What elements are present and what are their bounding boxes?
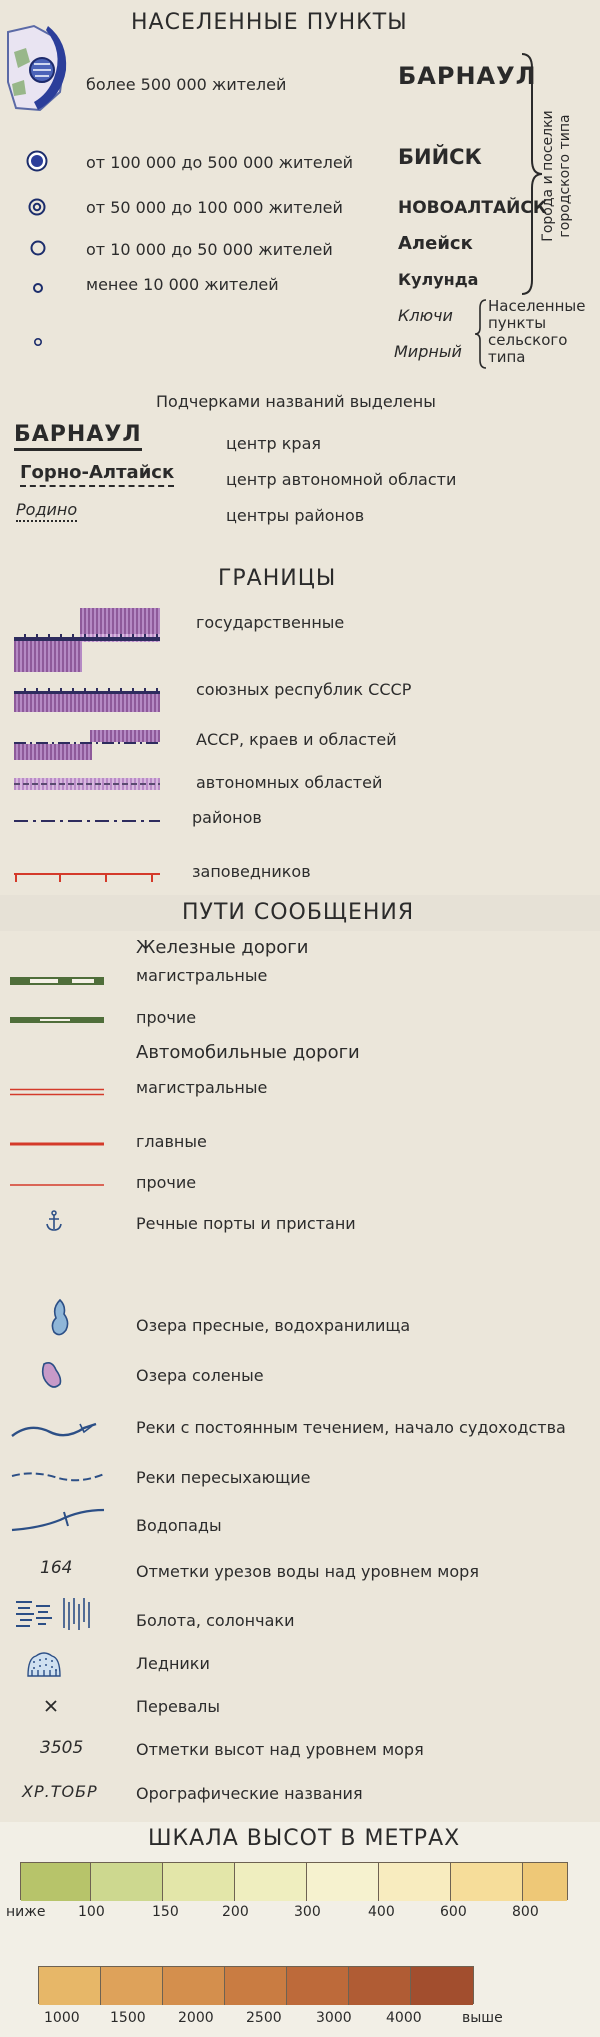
scale-tick: 1500 bbox=[110, 2010, 146, 2026]
hydro-label-passes: Перевалы bbox=[136, 1697, 220, 1716]
scale-tick: 2500 bbox=[246, 2010, 282, 2026]
village-icon bbox=[33, 337, 43, 347]
scale-title: ШКАЛА ВЫСОТ В МЕТРАХ bbox=[148, 1826, 461, 1851]
underline-title: Подчерками названий выделены bbox=[156, 392, 436, 411]
border-label-reserve: заповедников bbox=[192, 862, 311, 881]
scale-swatch bbox=[411, 1967, 473, 2005]
scale-swatch bbox=[21, 1863, 91, 1901]
hydro-label-waterfalls: Водопады bbox=[136, 1516, 222, 1535]
scale-row-1 bbox=[20, 1862, 568, 1900]
scale-tick: 3000 bbox=[316, 2010, 352, 2026]
routes-title: ПУТИ СООБЩЕНИЯ bbox=[182, 900, 415, 925]
river-intermittent-icon bbox=[10, 1468, 106, 1484]
border-label-assr: АССР, краев и областей bbox=[196, 730, 397, 749]
rail-label-other: прочие bbox=[136, 1008, 197, 1027]
scale-tick: 2000 bbox=[178, 2010, 214, 2026]
scale-swatch bbox=[39, 1967, 101, 2005]
scale-swatch bbox=[379, 1863, 451, 1901]
pop-label-500k: более 500 000 жителей bbox=[86, 75, 287, 94]
border-label-district: районов bbox=[192, 808, 262, 827]
city-example-biysk: БИЙСК bbox=[398, 145, 482, 169]
village-example-mirny: Мирный bbox=[394, 342, 462, 361]
border-assr-symbol bbox=[14, 730, 160, 760]
scale-swatch bbox=[101, 1967, 163, 2005]
border-label-union: союзных республик СССР bbox=[196, 680, 412, 699]
scale-swatch bbox=[235, 1863, 307, 1901]
city-10k-50k-icon bbox=[30, 240, 46, 256]
town-small-icon bbox=[32, 282, 44, 294]
village-example-klyuchi: Ключи bbox=[398, 306, 453, 325]
water-level-mark: 164 bbox=[40, 1558, 73, 1578]
pass-icon bbox=[44, 1699, 58, 1713]
underline-example-rodino: Родино bbox=[16, 500, 77, 522]
border-union-symbol bbox=[14, 688, 160, 712]
scale-swatch bbox=[523, 1863, 567, 1901]
river-navigable-icon bbox=[10, 1418, 106, 1442]
fresh-lake-icon bbox=[50, 1298, 72, 1338]
underline-example-barnaul: БАРНАУЛ bbox=[14, 422, 142, 451]
hydro-label-fresh-lakes: Озера пресные, водохранилища bbox=[136, 1316, 411, 1335]
border-reserve-symbol bbox=[14, 872, 160, 884]
underline-label-region-center: центр края bbox=[226, 434, 322, 453]
borders-title: ГРАНИЦЫ bbox=[218, 566, 337, 591]
pop-label-100k: от 100 000 до 500 000 жителей bbox=[86, 153, 354, 172]
border-label-autonomous: автономных областей bbox=[196, 773, 383, 792]
pop-label-10k: от 10 000 до 50 000 жителей bbox=[86, 240, 333, 259]
hydro-label-intermittent-rivers: Реки пересыхающие bbox=[136, 1468, 311, 1487]
pop-label-50k: от 50 000 до 100 000 жителей bbox=[86, 198, 343, 217]
swamp-icon bbox=[14, 1594, 100, 1634]
scale-tick: выше bbox=[462, 2010, 503, 2026]
settlements-title: НАСЕЛЕННЫЕ ПУНКТЫ bbox=[131, 10, 408, 35]
rural-group-label: Населенные пункты сельского типа bbox=[488, 297, 586, 366]
border-label-state: государственные bbox=[196, 613, 345, 632]
pop-label-under-10k: менее 10 000 жителей bbox=[86, 275, 279, 294]
road-label-main: магистральные bbox=[136, 1078, 268, 1097]
scale-tick: 300 bbox=[294, 1904, 321, 1920]
scale-swatch bbox=[163, 1967, 225, 2005]
scale-swatch bbox=[349, 1967, 411, 2005]
city-example-barnaul: БАРНАУЛ bbox=[398, 62, 537, 90]
road-label-other: прочие bbox=[136, 1173, 197, 1192]
city-example-novoaltaysk: НОВОАЛТАЙСК bbox=[398, 198, 547, 218]
scale-swatch bbox=[225, 1967, 287, 2005]
border-state-symbol bbox=[14, 608, 160, 672]
city-example-kulunda: Кулунда bbox=[398, 270, 479, 289]
underline-label-ao-center: центр автономной области bbox=[226, 470, 457, 489]
scale-tick: 800 bbox=[512, 1904, 539, 1920]
road-main-symbol bbox=[10, 1088, 104, 1096]
road-other-symbol bbox=[10, 1183, 104, 1187]
rural-group-brace bbox=[474, 298, 488, 370]
hydro-label-height-marks: Отметки высот над уровнем моря bbox=[136, 1740, 424, 1759]
scale-swatch bbox=[307, 1863, 379, 1901]
scale-swatch bbox=[287, 1967, 349, 2005]
port-label: Речные порты и пристани bbox=[136, 1214, 356, 1233]
city-100k-500k-icon bbox=[26, 150, 48, 172]
scale-swatch bbox=[91, 1863, 163, 1901]
hydro-label-glaciers: Ледники bbox=[136, 1654, 210, 1673]
scale-tick: 4000 bbox=[386, 2010, 422, 2026]
road-primary-symbol bbox=[10, 1141, 104, 1147]
scale-swatch bbox=[163, 1863, 235, 1901]
underline-label-district-centers: центры районов bbox=[226, 506, 365, 525]
scale-tick: 100 bbox=[78, 1904, 105, 1920]
scale-tick: 1000 bbox=[44, 2010, 80, 2026]
hydro-label-swamps: Болота, солончаки bbox=[136, 1611, 295, 1630]
city-50k-100k-icon bbox=[28, 198, 46, 216]
scale-tick: 400 bbox=[368, 1904, 395, 1920]
city-plan-icon bbox=[4, 22, 70, 114]
border-district-symbol bbox=[14, 818, 160, 824]
scale-tick: ниже bbox=[6, 1904, 46, 1920]
glacier-icon bbox=[26, 1650, 62, 1678]
underline-example-gorno-altaysk: Горно-Алтайск bbox=[20, 462, 174, 487]
rail-other-symbol bbox=[10, 1016, 104, 1024]
road-title: Автомобильные дороги bbox=[136, 1042, 360, 1063]
scale-tick: 150 bbox=[152, 1904, 179, 1920]
orographic-example: ХР.ТОБР bbox=[22, 1782, 98, 1801]
border-autonomous-symbol bbox=[14, 778, 160, 790]
city-example-aleysk: Алейск bbox=[398, 233, 473, 254]
hydro-label-water-marks: Отметки урезов воды над уровнем моря bbox=[136, 1562, 479, 1581]
hydro-label-rivers: Реки с постоянным течением, начало судоходства bbox=[136, 1418, 566, 1437]
urban-group-label: Города и поселки городского типа bbox=[540, 110, 573, 242]
waterfall-icon bbox=[10, 1506, 106, 1534]
scale-tick: 600 bbox=[440, 1904, 467, 1920]
scale-swatch bbox=[451, 1863, 523, 1901]
height-mark: 3505 bbox=[40, 1738, 84, 1758]
scale-tick: 200 bbox=[222, 1904, 249, 1920]
anchor-icon bbox=[46, 1210, 62, 1232]
rail-label-main: магистральные bbox=[136, 966, 268, 985]
salt-lake-icon bbox=[38, 1360, 64, 1390]
scale-row-2 bbox=[38, 1966, 474, 2004]
hydro-label-salt-lakes: Озера соленые bbox=[136, 1366, 264, 1385]
road-label-primary: главные bbox=[136, 1132, 207, 1151]
rail-main-symbol bbox=[10, 976, 104, 986]
rail-title: Железные дороги bbox=[136, 937, 309, 958]
hydro-label-orographic: Орографические названия bbox=[136, 1784, 363, 1803]
